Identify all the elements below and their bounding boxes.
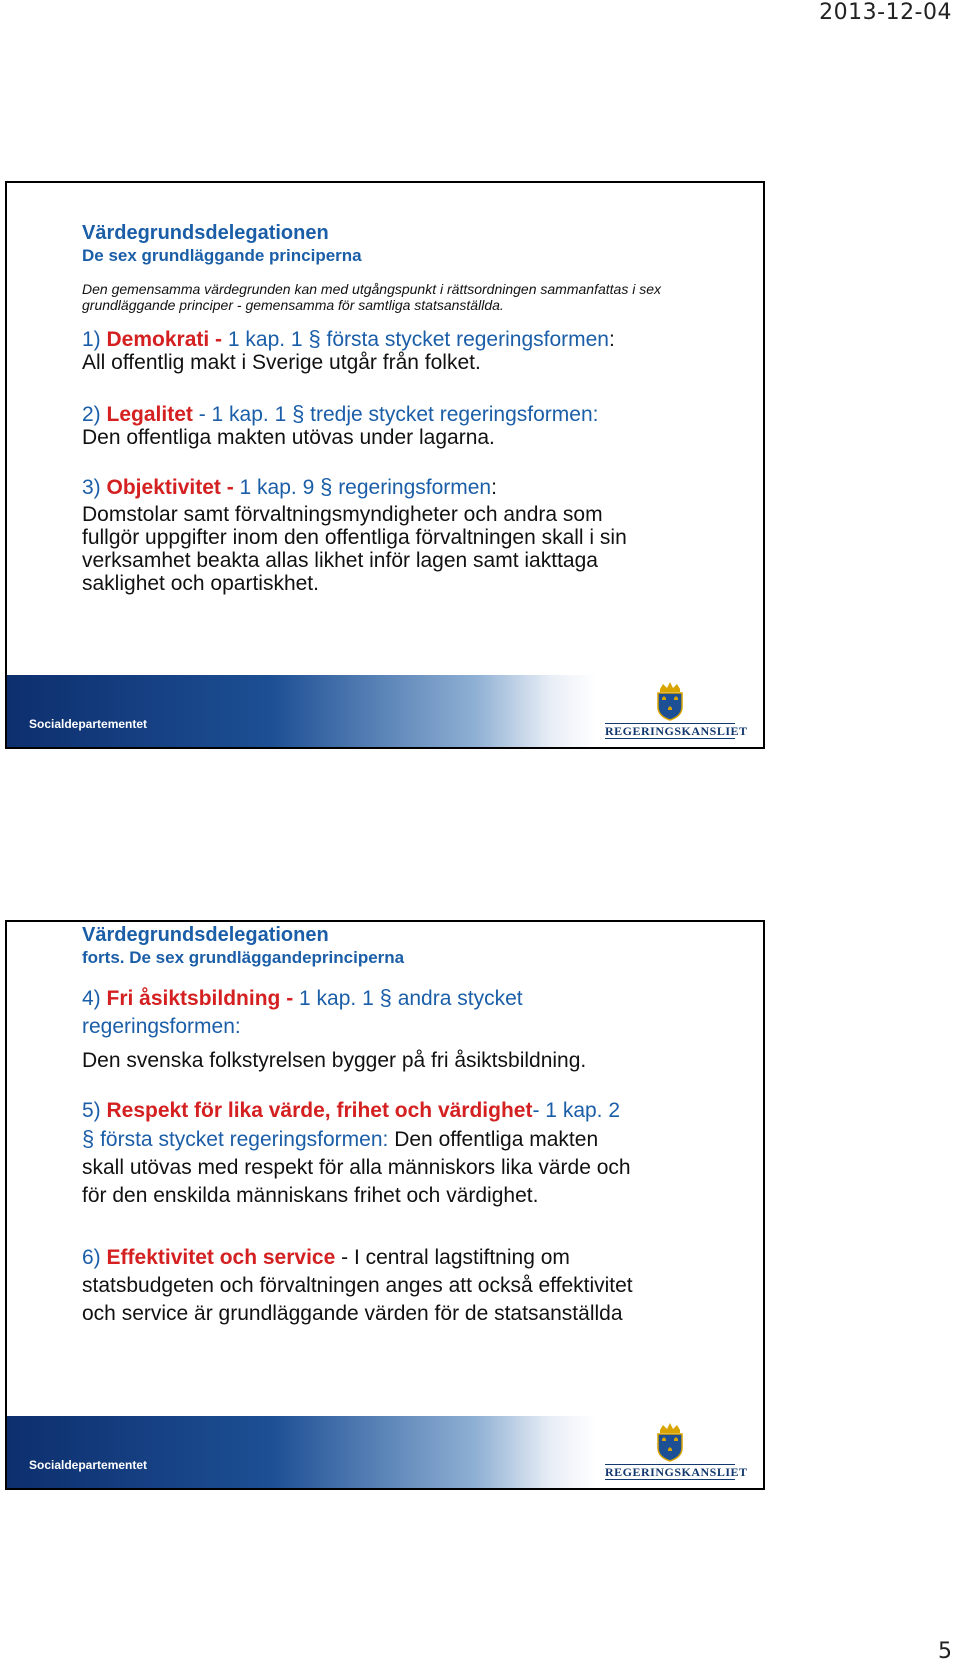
principle-4-heading <box>82 984 743 1013</box>
principle-3 <box>82 475 743 595</box>
department-label: Socialdepartementet <box>29 717 148 731</box>
principle-4-text: Den svenska folkstyrelsen bygger på fri åsiktsbildning. <box>82 1049 587 1072</box>
principle-1 <box>82 327 743 374</box>
slide-2-title: Värdegrundsdelegationen <box>82 924 329 946</box>
principle-4-name: Fri åsiktsbildning - <box>106 987 300 1010</box>
principle-2-ref-detail: tredje stycket regeringsformen: <box>304 403 599 426</box>
principle-5 <box>82 1097 743 1210</box>
department-label: Socialdepartementet <box>29 1458 148 1472</box>
principle-5-ref-detail: första stycket regeringsformen: <box>94 1128 389 1151</box>
principle-1-ref: 1 kap. 1 <box>227 328 309 351</box>
principle-6-heading <box>82 1244 743 1272</box>
principle-3-text-line-1: Domstolar samt förvaltningsmyndigheter och andra som <box>82 503 603 526</box>
slide-2 <box>5 920 765 1490</box>
principle-2-heading <box>82 402 743 426</box>
principle-1-heading <box>82 327 743 351</box>
principle-5-text-line-3: för den enskilda människans frihet och värdighet. <box>82 1184 539 1207</box>
slide-1-footer <box>7 675 763 747</box>
intro-line-2: grundläggande principer - gemensamma för samtliga statsanställda. <box>82 297 504 313</box>
principle-6-name: Effektivitet och service <box>106 1246 336 1269</box>
slide-2-subtitle: forts. De sex grundläggandeprinciperna <box>82 948 405 967</box>
principle-2-name: Legalitet <box>106 403 193 426</box>
section-symbol: § <box>308 326 321 351</box>
principle-1-text: All offentlig makt i Sverige utgår från folket. <box>82 351 481 374</box>
intro-line-1: Den gemensamma värdegrunden kan med utgångspunkt i rättsordningen sammanfattas i sex <box>82 281 661 297</box>
section-symbol: § <box>320 474 333 499</box>
principle-2-text: Den offentliga makten utövas under lagarna. <box>82 426 495 449</box>
slide-2-footer <box>7 1416 763 1488</box>
page-number: 5 <box>938 1639 952 1664</box>
slide-1-intro <box>82 281 743 313</box>
principle-5-heading <box>82 1097 743 1125</box>
slide-1-content <box>82 221 743 595</box>
slide-2-content <box>82 922 743 1328</box>
principle-6-text-line-3: och service är grundläggande värden för de statsanställda <box>82 1302 623 1325</box>
principle-5-name: Respekt för lika värde, frihet och värdighet <box>106 1099 533 1122</box>
principle-3-ref-detail: regeringsformen <box>332 476 492 499</box>
principle-6 <box>82 1244 743 1328</box>
principle-6-text-line-1: - I central lagstiftning om <box>335 1246 570 1269</box>
principle-2 <box>82 402 743 449</box>
principle-3-name: Objektivitet - <box>106 476 240 499</box>
principle-3-colon: : <box>491 476 497 499</box>
slide-1-title: Värdegrundsdelegationen <box>82 222 329 244</box>
principle-3-number: 3) <box>82 476 107 499</box>
principle-1-colon: : <box>608 328 615 351</box>
logo-text: REGERINGSKANSLIET <box>605 1465 748 1479</box>
principle-4-ref: 1 kap. 1 <box>299 987 380 1010</box>
principle-5-ref-line-2 <box>82 1125 743 1154</box>
principle-2-number: 2) <box>82 403 107 426</box>
section-symbol: § <box>379 985 392 1010</box>
principle-1-ref-detail: första stycket regeringsformen <box>320 328 609 351</box>
logo-text: REGERINGSKANSLIET <box>605 724 748 738</box>
document-date: 2013-12-04 <box>819 0 952 25</box>
principle-3-ref: 1 kap. 9 <box>239 476 321 499</box>
principle-6-text-line-2: statsbudgeten och förvaltningen anges att också effektivitet <box>82 1274 633 1297</box>
section-symbol: § <box>82 1126 95 1151</box>
slide-1 <box>5 181 765 749</box>
principle-3-heading <box>82 475 743 499</box>
section-symbol: § <box>292 401 305 426</box>
regeringskansliet-logo <box>605 681 748 743</box>
principle-6-number: 6) <box>82 1246 107 1269</box>
principle-4-number: 4) <box>82 987 107 1010</box>
principle-5-number: 5) <box>82 1099 107 1122</box>
regeringskansliet-logo <box>605 1422 748 1484</box>
principle-5-ref: - 1 kap. 2 <box>532 1099 621 1122</box>
principle-1-number: 1) <box>82 328 107 351</box>
principle-2-ref: - 1 kap. 1 <box>192 403 293 426</box>
crown-shield-icon <box>653 681 687 721</box>
principle-5-text-line-1: Den offentliga makten <box>388 1128 599 1151</box>
principle-3-text-line-3: verksamhet beakta allas likhet inför lagen samt iakttaga <box>82 549 598 572</box>
crown-shield-icon <box>653 1422 687 1462</box>
principle-5-text-line-2: skall utövas med respekt för alla människors lika värde och <box>82 1156 631 1179</box>
principle-4-ref-line-2: regeringsformen: <box>82 1015 241 1038</box>
principle-3-text-line-2: fullgör uppgifter inom den offentliga förvaltningen skall i sin <box>82 526 627 549</box>
principle-1-name: Demokrati - <box>106 328 228 351</box>
principle-4 <box>82 984 743 1075</box>
principle-4-ref-detail: andra stycket <box>391 987 523 1010</box>
principle-3-text-line-4: saklighet och opartiskhet. <box>82 572 319 595</box>
slide-1-subtitle: De sex grundläggande principerna <box>82 246 362 265</box>
